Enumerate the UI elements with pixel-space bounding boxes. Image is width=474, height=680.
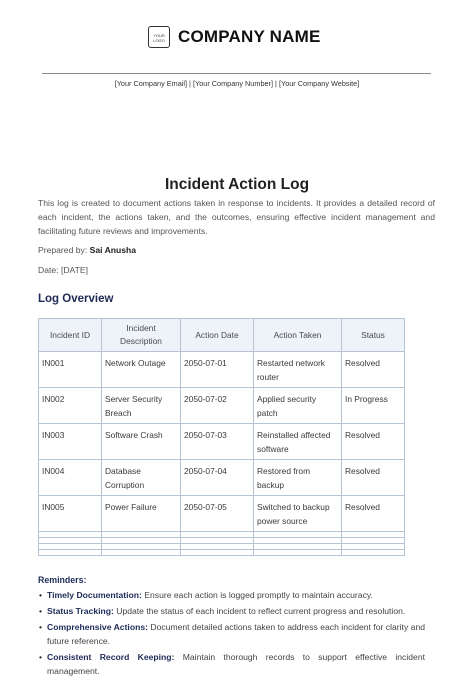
prepared-by-label: Prepared by:: [38, 245, 88, 255]
column-header: Status: [342, 319, 405, 352]
table-cell: Resolved: [342, 460, 405, 496]
table-cell: 2050-07-02: [181, 388, 254, 424]
table-cell: Power Failure: [102, 496, 181, 532]
date-value: [DATE]: [60, 265, 88, 275]
company-logo-placeholder: [148, 26, 170, 48]
table-row: [39, 460, 405, 496]
reminder-item: [47, 604, 425, 618]
header-divider: [42, 73, 431, 74]
table-row: [39, 424, 405, 460]
column-header: Action Taken: [254, 319, 342, 352]
table-cell: IN001: [39, 352, 102, 388]
table-row: [39, 388, 405, 424]
reminder-label: Consistent Record Keeping:: [47, 652, 175, 662]
reminder-label: Status Tracking:: [47, 606, 114, 616]
reminder-text: Update the status of each incident to reflect current progress and resolution.: [116, 606, 406, 616]
log-overview-heading: Log Overview: [38, 293, 114, 305]
empty-table-row: [39, 550, 405, 556]
table-cell: Resolved: [342, 424, 405, 460]
table-cell: Reinstalled affected software: [254, 424, 342, 460]
table-cell: Resolved: [342, 352, 405, 388]
document-date: [38, 265, 88, 275]
table-cell: IN005: [39, 496, 102, 532]
reminder-item: [47, 650, 425, 678]
reminder-text: Document detailed actions taken to address each incident for clarity and future reference.: [47, 622, 426, 646]
table-cell: Network Outage: [102, 352, 181, 388]
date-label: Date:: [38, 265, 59, 275]
table-cell: Database Corruption: [102, 460, 181, 496]
table-row: [39, 352, 405, 388]
table-cell: Restored from backup: [254, 460, 342, 496]
table-cell: Server Security Breach: [102, 388, 181, 424]
reminder-label: Timely Documentation:: [47, 590, 142, 600]
incident-log-table: [38, 318, 405, 556]
table-header-row: [39, 319, 405, 352]
prepared-by: [38, 245, 136, 255]
document-intro: This log is created to document actions taken in response to incidents. It provides a detailed record of each incident, the actions taken, and the outcomes, ensuring effective incident management and facilitating future reviews and improvements.: [38, 198, 435, 236]
prepared-by-name: Sai Anusha: [89, 245, 137, 255]
column-header: Incident ID: [39, 319, 102, 352]
column-header: Action Date: [181, 319, 254, 352]
reminder-label: Comprehensive Actions:: [47, 622, 148, 632]
document-title: Incident Action Log: [164, 176, 310, 193]
company-contact-line: [Your Company Email] | [Your Company Number] | [Your Company Website]: [114, 79, 360, 88]
table-cell: IN004: [39, 460, 102, 496]
reminder-text: Ensure each action is logged promptly to maintain accuracy.: [144, 590, 373, 600]
reminders-list: [38, 588, 425, 678]
table-cell: Applied security patch: [254, 388, 342, 424]
logo-text-line2: LOGO: [153, 38, 165, 43]
table-cell: Switched to backup power source: [254, 496, 342, 532]
table-cell: 2050-07-05: [181, 496, 254, 532]
table-cell: 2050-07-01: [181, 352, 254, 388]
document-header: [0, 24, 474, 54]
table-cell: IN003: [39, 424, 102, 460]
table-cell: Restarted network router: [254, 352, 342, 388]
logo-text-line1: YOUR: [153, 33, 165, 38]
table-cell: Resolved: [342, 496, 405, 532]
reminders-section: [38, 575, 425, 680]
column-header: Incident Description: [102, 319, 181, 352]
table-cell: In Progress: [342, 388, 405, 424]
table-cell: IN002: [39, 388, 102, 424]
reminder-text: Maintain thorough records to support effective incident management.: [47, 652, 425, 676]
reminders-heading: Reminders:: [38, 575, 87, 585]
table-row: [39, 496, 405, 532]
company-name: COMPANY NAME: [178, 27, 321, 46]
table-cell: Software Crash: [102, 424, 181, 460]
reminder-item: [47, 588, 425, 602]
table-cell: 2050-07-03: [181, 424, 254, 460]
reminder-item: [47, 620, 425, 648]
table-cell: 2050-07-04: [181, 460, 254, 496]
